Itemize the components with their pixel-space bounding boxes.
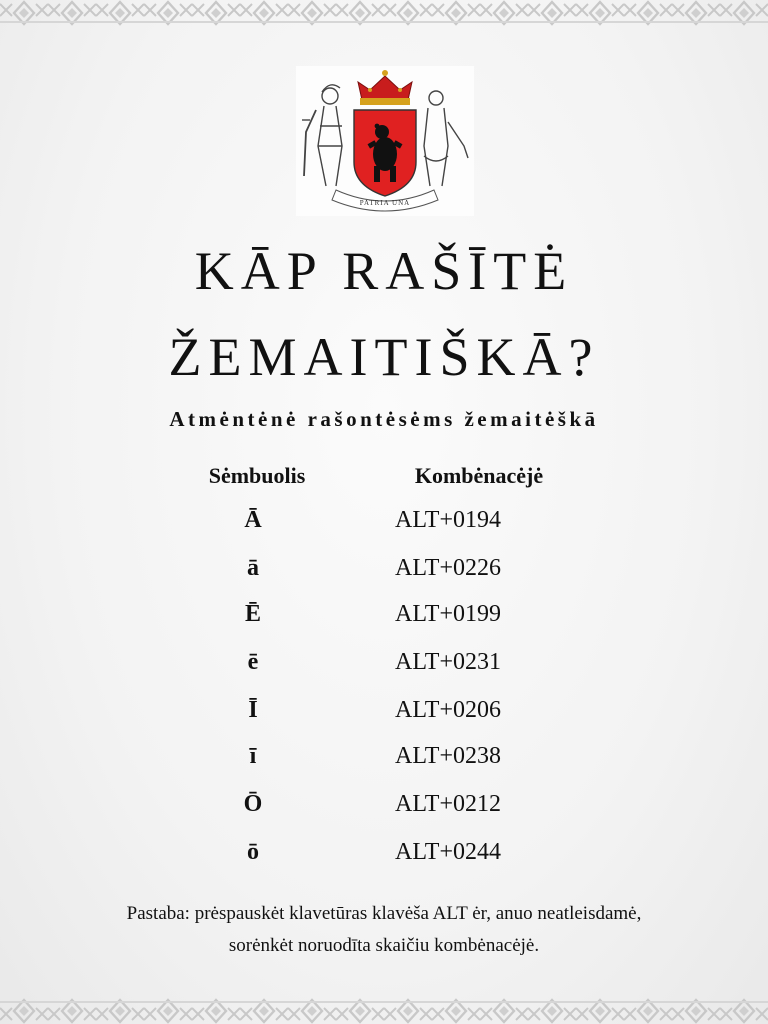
table-row — [0, 697, 768, 737]
combination-cell: ALT+0212 — [395, 791, 501, 817]
bottom-ornament-border — [0, 998, 768, 1024]
table-row — [0, 791, 768, 831]
symbol-cell: ō — [247, 839, 259, 865]
subtitle: Atmėntėnė rašontėsėms žemaitėškā — [169, 407, 599, 431]
footnote-line-1: Pastaba: prėspauskėt klavetūras klavėša ALT ėr, anuo neatleisdamė, — [126, 903, 642, 924]
table-row — [0, 601, 768, 641]
footnote-line-2: sorėnkėt noruodīta skaičiu kombėnacėjė. — [228, 935, 540, 956]
column-header-combination: Kombėnacėjė — [414, 463, 544, 488]
table-row — [0, 839, 768, 879]
title-line-1: KĀP RAŠĪTĖ — [194, 241, 574, 301]
combination-cell: ALT+0231 — [395, 649, 501, 675]
symbol-cell: Ā — [244, 507, 262, 533]
table-row — [0, 507, 768, 547]
combination-cell: ALT+0238 — [395, 743, 501, 769]
combination-cell: ALT+0194 — [395, 507, 501, 533]
coat-of-arms — [296, 66, 474, 216]
column-header-symbol: Sėmbuolis — [208, 463, 306, 488]
symbol-cell: ē — [247, 649, 259, 675]
combination-cell: ALT+0206 — [395, 697, 501, 723]
top-ornament-border — [0, 0, 768, 26]
table-row — [0, 649, 768, 689]
symbol-cell: Ē — [244, 601, 261, 627]
combination-cell: ALT+0226 — [395, 555, 501, 581]
symbol-cell: ā — [247, 555, 259, 581]
footnote — [30, 898, 738, 962]
combination-cell: ALT+0244 — [395, 839, 501, 865]
symbol-cell: ī — [249, 743, 257, 769]
title-line-2: ŽEMAITIŠKĀ? — [168, 327, 600, 387]
motto-text: PATRIA UNA — [359, 199, 411, 207]
symbol-cell: Ī — [248, 697, 258, 723]
table-row — [0, 555, 768, 595]
table-row — [0, 743, 768, 783]
symbol-cell: Ō — [243, 791, 263, 817]
combination-cell: ALT+0199 — [395, 601, 501, 627]
